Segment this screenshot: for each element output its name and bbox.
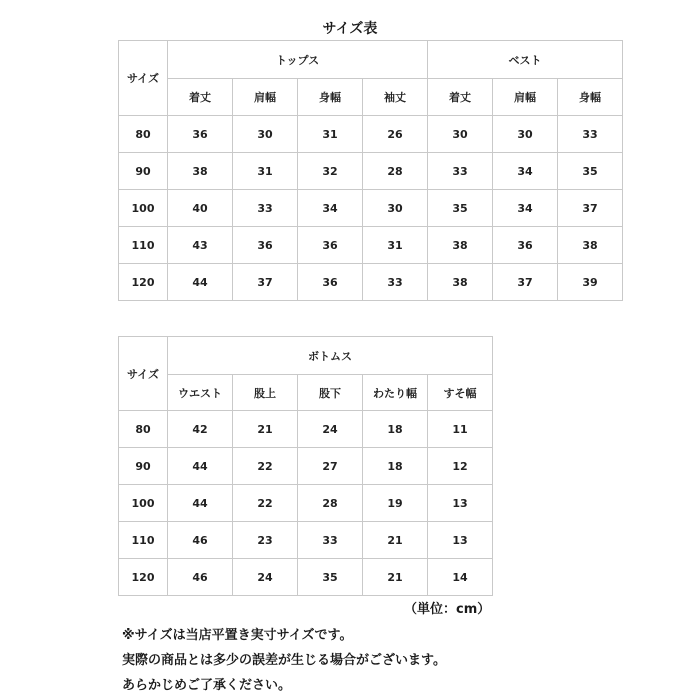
column-header: 肩幅 bbox=[493, 79, 558, 116]
column-header: 股上 bbox=[233, 375, 298, 411]
size-cell: 90 bbox=[119, 448, 168, 485]
column-header: 肩幅 bbox=[233, 79, 298, 116]
value-cell: 35 bbox=[558, 153, 623, 190]
size-cell: 120 bbox=[119, 559, 168, 596]
value-cell: 22 bbox=[233, 448, 298, 485]
value-cell: 31 bbox=[233, 153, 298, 190]
table-row bbox=[119, 448, 493, 485]
column-header: 身幅 bbox=[298, 79, 363, 116]
bottoms-group-header: ボトムス bbox=[168, 337, 493, 375]
value-cell: 18 bbox=[363, 411, 428, 448]
note-line: ※サイズは当店平置き実寸サイズです。 bbox=[122, 628, 353, 643]
size-cell: 110 bbox=[119, 227, 168, 264]
value-cell: 33 bbox=[428, 153, 493, 190]
size-header: サイズ bbox=[119, 337, 168, 411]
column-header: ウエスト bbox=[168, 375, 233, 411]
column-header: 股下 bbox=[298, 375, 363, 411]
value-cell: 38 bbox=[558, 227, 623, 264]
value-cell: 33 bbox=[298, 522, 363, 559]
column-header: 着丈 bbox=[168, 79, 233, 116]
column-header: 着丈 bbox=[428, 79, 493, 116]
value-cell: 13 bbox=[428, 522, 493, 559]
value-cell: 40 bbox=[168, 190, 233, 227]
value-cell: 12 bbox=[428, 448, 493, 485]
value-cell: 43 bbox=[168, 227, 233, 264]
value-cell: 36 bbox=[493, 227, 558, 264]
table-row bbox=[119, 559, 493, 596]
value-cell: 28 bbox=[363, 153, 428, 190]
value-cell: 21 bbox=[363, 522, 428, 559]
note-line: あらかじめご了承ください。 bbox=[122, 678, 292, 693]
value-cell: 44 bbox=[168, 448, 233, 485]
size-cell: 80 bbox=[119, 411, 168, 448]
value-cell: 46 bbox=[168, 522, 233, 559]
value-cell: 28 bbox=[298, 485, 363, 522]
value-cell: 33 bbox=[363, 264, 428, 301]
value-cell: 14 bbox=[428, 559, 493, 596]
value-cell: 30 bbox=[493, 116, 558, 153]
value-cell: 24 bbox=[298, 411, 363, 448]
value-cell: 11 bbox=[428, 411, 493, 448]
value-cell: 24 bbox=[233, 559, 298, 596]
value-cell: 36 bbox=[298, 264, 363, 301]
value-cell: 19 bbox=[363, 485, 428, 522]
table-row bbox=[119, 485, 493, 522]
value-cell: 34 bbox=[493, 190, 558, 227]
page-title: サイズ表 bbox=[322, 21, 378, 37]
value-cell: 30 bbox=[363, 190, 428, 227]
table-row bbox=[119, 116, 623, 153]
table-row bbox=[119, 190, 623, 227]
value-cell: 36 bbox=[298, 227, 363, 264]
value-cell: 37 bbox=[558, 190, 623, 227]
value-cell: 33 bbox=[558, 116, 623, 153]
tops-group-header: トップス bbox=[168, 41, 428, 79]
table-row bbox=[119, 264, 623, 301]
value-cell: 31 bbox=[363, 227, 428, 264]
value-cell: 38 bbox=[428, 227, 493, 264]
value-cell: 38 bbox=[428, 264, 493, 301]
value-cell: 13 bbox=[428, 485, 493, 522]
value-cell: 37 bbox=[233, 264, 298, 301]
column-header: すそ幅 bbox=[428, 375, 493, 411]
size-cell: 80 bbox=[119, 116, 168, 153]
value-cell: 27 bbox=[298, 448, 363, 485]
value-cell: 30 bbox=[233, 116, 298, 153]
size-cell: 110 bbox=[119, 522, 168, 559]
unit-label: （単位：cm） bbox=[404, 602, 491, 617]
value-cell: 36 bbox=[233, 227, 298, 264]
bottoms-size-table bbox=[118, 336, 493, 596]
table-row bbox=[119, 411, 493, 448]
value-cell: 22 bbox=[233, 485, 298, 522]
column-header: 身幅 bbox=[558, 79, 623, 116]
value-cell: 33 bbox=[233, 190, 298, 227]
value-cell: 42 bbox=[168, 411, 233, 448]
value-cell: 44 bbox=[168, 264, 233, 301]
value-cell: 34 bbox=[493, 153, 558, 190]
value-cell: 35 bbox=[298, 559, 363, 596]
value-cell: 26 bbox=[363, 116, 428, 153]
note-line: 実際の商品とは多少の誤差が生じる場合がございます。 bbox=[122, 653, 446, 668]
value-cell: 18 bbox=[363, 448, 428, 485]
value-cell: 46 bbox=[168, 559, 233, 596]
value-cell: 31 bbox=[298, 116, 363, 153]
value-cell: 30 bbox=[428, 116, 493, 153]
value-cell: 34 bbox=[298, 190, 363, 227]
table-row bbox=[119, 153, 623, 190]
value-cell: 21 bbox=[233, 411, 298, 448]
vest-group-header: ベスト bbox=[428, 41, 623, 79]
column-header: わたり幅 bbox=[363, 375, 428, 411]
tops-size-table bbox=[118, 40, 623, 301]
value-cell: 38 bbox=[168, 153, 233, 190]
value-cell: 39 bbox=[558, 264, 623, 301]
value-cell: 36 bbox=[168, 116, 233, 153]
size-cell: 90 bbox=[119, 153, 168, 190]
value-cell: 32 bbox=[298, 153, 363, 190]
size-header: サイズ bbox=[119, 41, 168, 116]
size-cell: 100 bbox=[119, 485, 168, 522]
size-cell: 120 bbox=[119, 264, 168, 301]
value-cell: 35 bbox=[428, 190, 493, 227]
table-row bbox=[119, 227, 623, 264]
value-cell: 37 bbox=[493, 264, 558, 301]
size-cell: 100 bbox=[119, 190, 168, 227]
value-cell: 23 bbox=[233, 522, 298, 559]
table-row bbox=[119, 522, 493, 559]
value-cell: 44 bbox=[168, 485, 233, 522]
column-header: 袖丈 bbox=[363, 79, 428, 116]
value-cell: 21 bbox=[363, 559, 428, 596]
